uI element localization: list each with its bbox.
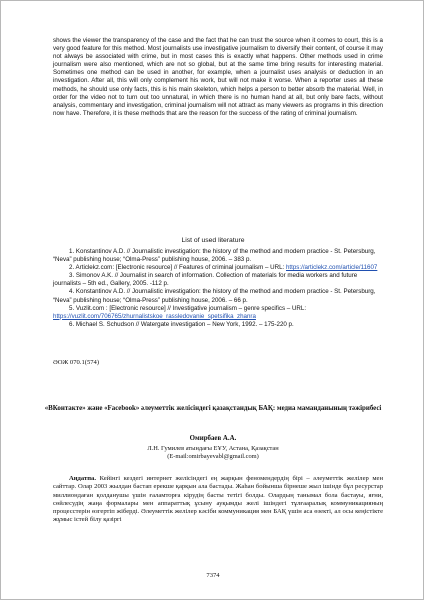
abstract (53, 475, 383, 525)
references-list (53, 248, 383, 329)
reference-item: 2. Articlekz.com: [Electronic resource] // Features of criminal journalism – URL: https://articlekz.com/article/11607 (69, 264, 378, 272)
page-number: 7374 (206, 572, 220, 579)
udc-code: ӘОЖ 070.1(574) (53, 359, 100, 366)
paper-title: «ВКонтакте» және «Facebook» әлеуметтік желісіндегі қазақстандық БАҚ: медиа маманданының тәжірибесі (44, 405, 382, 412)
abstract-label: Аңдатпа. (69, 475, 97, 482)
references-title: List of used literature (181, 237, 245, 244)
author-affiliation (1, 445, 424, 461)
reference-item: 4. Konstantinov A.D. // Journalistic investigation: the history of the method and modern practice - St. Petersburg, “Neva” publishing house; “Olma-Press” publishing house, 2006. – 66 p. (53, 288, 376, 304)
author-name: Омирбаев А.А. (189, 435, 237, 442)
reference-item: 5. Vuzlit.com : [Electronic resource] // Investigative journalism – genre specifics – URL: https://vuzlit.com/706765/zhurnalistskoe_rassledovanie_spetsifika_zhanra (53, 304, 307, 320)
author-email: (E-mail:omirbayevabl@gmail.com) (167, 453, 259, 460)
reference-link[interactable]: https://articlekz.com/article/11607 (285, 264, 378, 272)
abstract-text: Кейінгі кездегі интернет желісіндегі ең жарқын феномендердің бірі – әлеуметтік желілер мен сайттар. Олар 2003 жылдан бастап ерекше қарқын ала бастады. Жаһан бойынша бірнеше жыл ішінде бұл ресурстар миллиондаған қолданушы үшін ғаламторға кірудің басты тетігі болды. Олардың танымал бола бастауы, яғни, сөйлесудің жаңа формалары мен аппараттық ұсыну ауқымды желі ішіндегі тұлғааралық коммуникацияның процесстерін өзгертіп жіберді. Әлеуметтік желілер кәсіби коммуникация мен БАҚ үшін аса өзекті, ал осы кеңістікте жұмыс істей білу қазіргі (53, 475, 383, 524)
reference-item: 6. Michael S. Schudson // Watergate investigation – New York, 1992. – 175-220 p. (69, 320, 294, 328)
affiliation-line: Л.Н. Гумилев атындағы ЕҰУ, Астана, Қазақстан (147, 445, 279, 452)
body-paragraph: shows the viewer the transparency of the case and the fact that he can trust the source when it comes to court, this is a very good feature for this method. Most journalists use investigative journalism to diversify their content, of course it may not always be associated with crime, but in most cases this is exactly what happens. Other methods used in crime journalism were also mentioned, which are not so global, but at the same time bring results for interesting material. Sometimes one method can be used in another, for example, when a journalist uses analysis or deduction in an investigation. After all, this will only complement his work, but will not make it worse. When a reporter uses all these methods, he should use only facts, this is his main skeleton, which helps a person to better absorb the material. Well, in order for the video not to turn out too unnatural, in which there is no human hand at all, but only bare facts, without analysis, commentary and investigation, criminal journalism will not attract as many viewers as programs in this direction now have. Therefore, it is these methods that are the reason for the success of the rating of criminal journalism. (53, 37, 383, 117)
reference-item: 3. Simonov A.K. // Journalist in search of information. Collection of materials for media workers and future journalists – 5th ed., Gallery, 2005. -112 p. (53, 272, 358, 288)
reference-item: 1. Konstantinov A.D. // Journalistic investigation: the history of the method and modern practice - St. Petersburg, “Neva” publishing house; “Olma-Press” publishing house, 2006. – 383 p. (53, 248, 376, 264)
reference-link[interactable]: https://vuzlit.com/706765/zhurnalistskoe_rassledovanie_spetsifika_zhanra (53, 312, 256, 320)
